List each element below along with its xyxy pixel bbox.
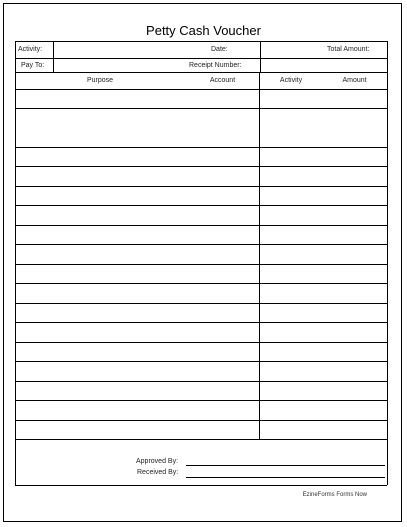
table-row bbox=[15, 381, 387, 382]
header-col-divider bbox=[260, 41, 261, 72]
header-label-divider bbox=[53, 41, 54, 72]
received-by-line bbox=[186, 477, 385, 478]
table-row bbox=[15, 166, 387, 167]
header-bottom-border bbox=[15, 72, 387, 73]
table-row bbox=[15, 439, 387, 440]
table-right-border bbox=[387, 72, 388, 439]
table-row bbox=[15, 186, 387, 187]
header-mid-border bbox=[15, 58, 387, 59]
column-header-activity: Activity bbox=[279, 77, 303, 84]
table-row bbox=[15, 420, 387, 421]
date-label: Date: bbox=[211, 46, 228, 53]
column-header-account: Account bbox=[209, 77, 236, 84]
page-title: Petty Cash Voucher bbox=[146, 23, 261, 38]
receipt-number-label: Receipt Number: bbox=[189, 62, 242, 69]
column-header-amount: Amount bbox=[342, 77, 367, 84]
header-right-border bbox=[387, 41, 388, 72]
approved-by-label: Approved By: bbox=[136, 458, 179, 465]
table-row bbox=[15, 400, 387, 401]
table-left-border bbox=[15, 72, 16, 439]
table-row bbox=[15, 89, 387, 90]
received-by-label: Received By: bbox=[137, 469, 179, 476]
table-row bbox=[15, 147, 387, 148]
table-row bbox=[15, 322, 387, 323]
table-row bbox=[15, 225, 387, 226]
header-left-border bbox=[15, 41, 16, 72]
total-amount-label: Total Amount: bbox=[327, 46, 370, 53]
activity-label: Activity: bbox=[18, 46, 43, 53]
pay-to-label: Pay To: bbox=[21, 62, 45, 69]
table-row bbox=[15, 108, 387, 109]
table-row bbox=[15, 283, 387, 284]
signature-block-bottom bbox=[15, 485, 387, 486]
table-row bbox=[15, 342, 387, 343]
table-row bbox=[15, 244, 387, 245]
table-row bbox=[15, 205, 387, 206]
approved-by-line bbox=[186, 465, 385, 466]
table-center-divider bbox=[259, 72, 260, 439]
column-header-purpose: Purpose bbox=[86, 77, 114, 84]
header-top-border bbox=[15, 41, 387, 42]
table-row bbox=[15, 303, 387, 304]
table-row bbox=[15, 361, 387, 362]
footer-credit: EzineForms Forms Now bbox=[302, 492, 367, 498]
table-row bbox=[15, 264, 387, 265]
signature-block-left bbox=[15, 439, 16, 485]
signature-block-right bbox=[387, 439, 388, 485]
